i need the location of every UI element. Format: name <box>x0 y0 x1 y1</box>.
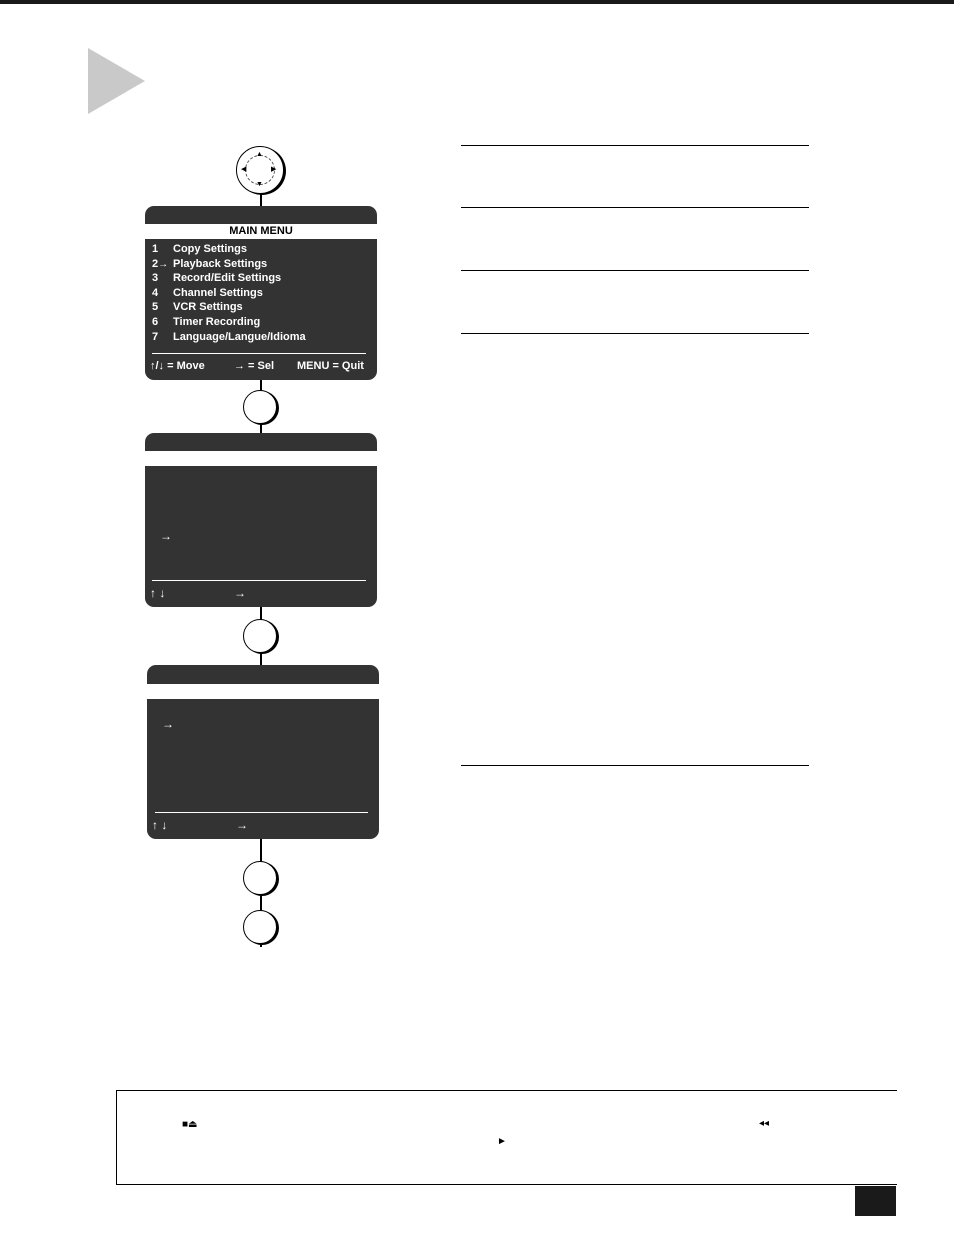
step-button-circle <box>243 390 277 424</box>
menu-item-timer-recording[interactable] <box>152 315 306 330</box>
main-menu-title: MAIN MENU <box>145 224 377 239</box>
footer-select-arrow-icon: → <box>236 818 248 832</box>
menu-item-number: 6 <box>152 315 159 328</box>
step-button-circle <box>243 619 277 653</box>
selection-arrow-icon: → <box>162 717 174 731</box>
dpad-icon <box>236 146 284 194</box>
rewind-icon: ◂◂ <box>759 1118 770 1129</box>
main-menu-list <box>152 242 306 344</box>
submenu-title-bar <box>147 684 379 699</box>
submenu-title-bar <box>145 451 377 466</box>
step-button-circle <box>243 861 277 895</box>
page-number-tab <box>855 1186 896 1216</box>
footer-move-hint: ↑/↓ = Move <box>150 360 205 372</box>
menu-item-number: 1 <box>152 243 159 255</box>
footer-move-arrows-icon: ↑ ↓ <box>152 818 168 832</box>
menu-item-number: 2 <box>152 257 159 270</box>
flow-connector <box>260 192 262 206</box>
selection-arrow-icon: → <box>158 258 169 270</box>
flow-connector <box>260 838 262 862</box>
menu-item-label: Language/Langue/Idioma <box>173 330 306 343</box>
instruction-rule <box>461 270 809 271</box>
menu-item-label: Channel Settings <box>173 286 263 299</box>
dpad-up-icon: ▲ <box>256 151 263 158</box>
note-box <box>116 1090 897 1185</box>
play-icon: ► <box>497 1136 507 1147</box>
top-rule <box>0 0 954 4</box>
menu-item-label: Timer Recording <box>173 315 261 328</box>
screen-divider <box>152 353 366 354</box>
dpad-left-icon: ◀ <box>241 166 247 173</box>
menu-item-number: 4 <box>152 286 159 299</box>
menu-item-number: 7 <box>152 330 159 343</box>
menu-item-vcr-settings[interactable] <box>152 300 306 315</box>
menu-item-label: Copy Settings <box>173 243 247 255</box>
menu-item-copy-settings[interactable] <box>152 242 306 257</box>
step-button-circle <box>243 910 277 944</box>
main-menu-screen <box>145 206 377 380</box>
menu-item-language[interactable] <box>152 330 306 345</box>
screen-divider <box>155 812 368 813</box>
flow-connector <box>260 892 262 912</box>
menu-item-number: 5 <box>152 301 159 314</box>
instruction-rule <box>461 207 809 208</box>
footer-select-hint: → = Sel <box>234 360 275 372</box>
menu-item-label: Record/Edit Settings <box>173 272 282 285</box>
menu-item-channel-settings[interactable] <box>152 286 306 301</box>
footer-quit-hint: MENU = Quit <box>297 360 364 372</box>
stop-eject-icon: ■⏏ <box>182 1119 198 1130</box>
dpad-right-icon: ▶ <box>271 166 277 173</box>
footer-select-arrow-icon: → <box>234 586 246 600</box>
selection-arrow-icon: → <box>160 529 172 543</box>
menu-item-number: 3 <box>152 272 159 285</box>
instruction-rule <box>461 765 809 766</box>
submenu-screen-one <box>145 433 377 607</box>
instruction-rule <box>461 145 809 146</box>
menu-item-playback-settings[interactable] <box>152 257 306 272</box>
section-triangle-icon <box>88 48 145 114</box>
instruction-rule <box>461 333 809 334</box>
footer-move-arrows-icon: ↑ ↓ <box>150 586 166 600</box>
submenu-screen-two <box>147 665 379 839</box>
dpad-down-icon: ▼ <box>256 181 263 188</box>
menu-item-label: VCR Settings <box>173 301 243 314</box>
menu-item-record-edit-settings[interactable] <box>152 271 306 286</box>
menu-item-label: Playback Settings <box>173 257 268 270</box>
screen-divider <box>152 580 366 581</box>
